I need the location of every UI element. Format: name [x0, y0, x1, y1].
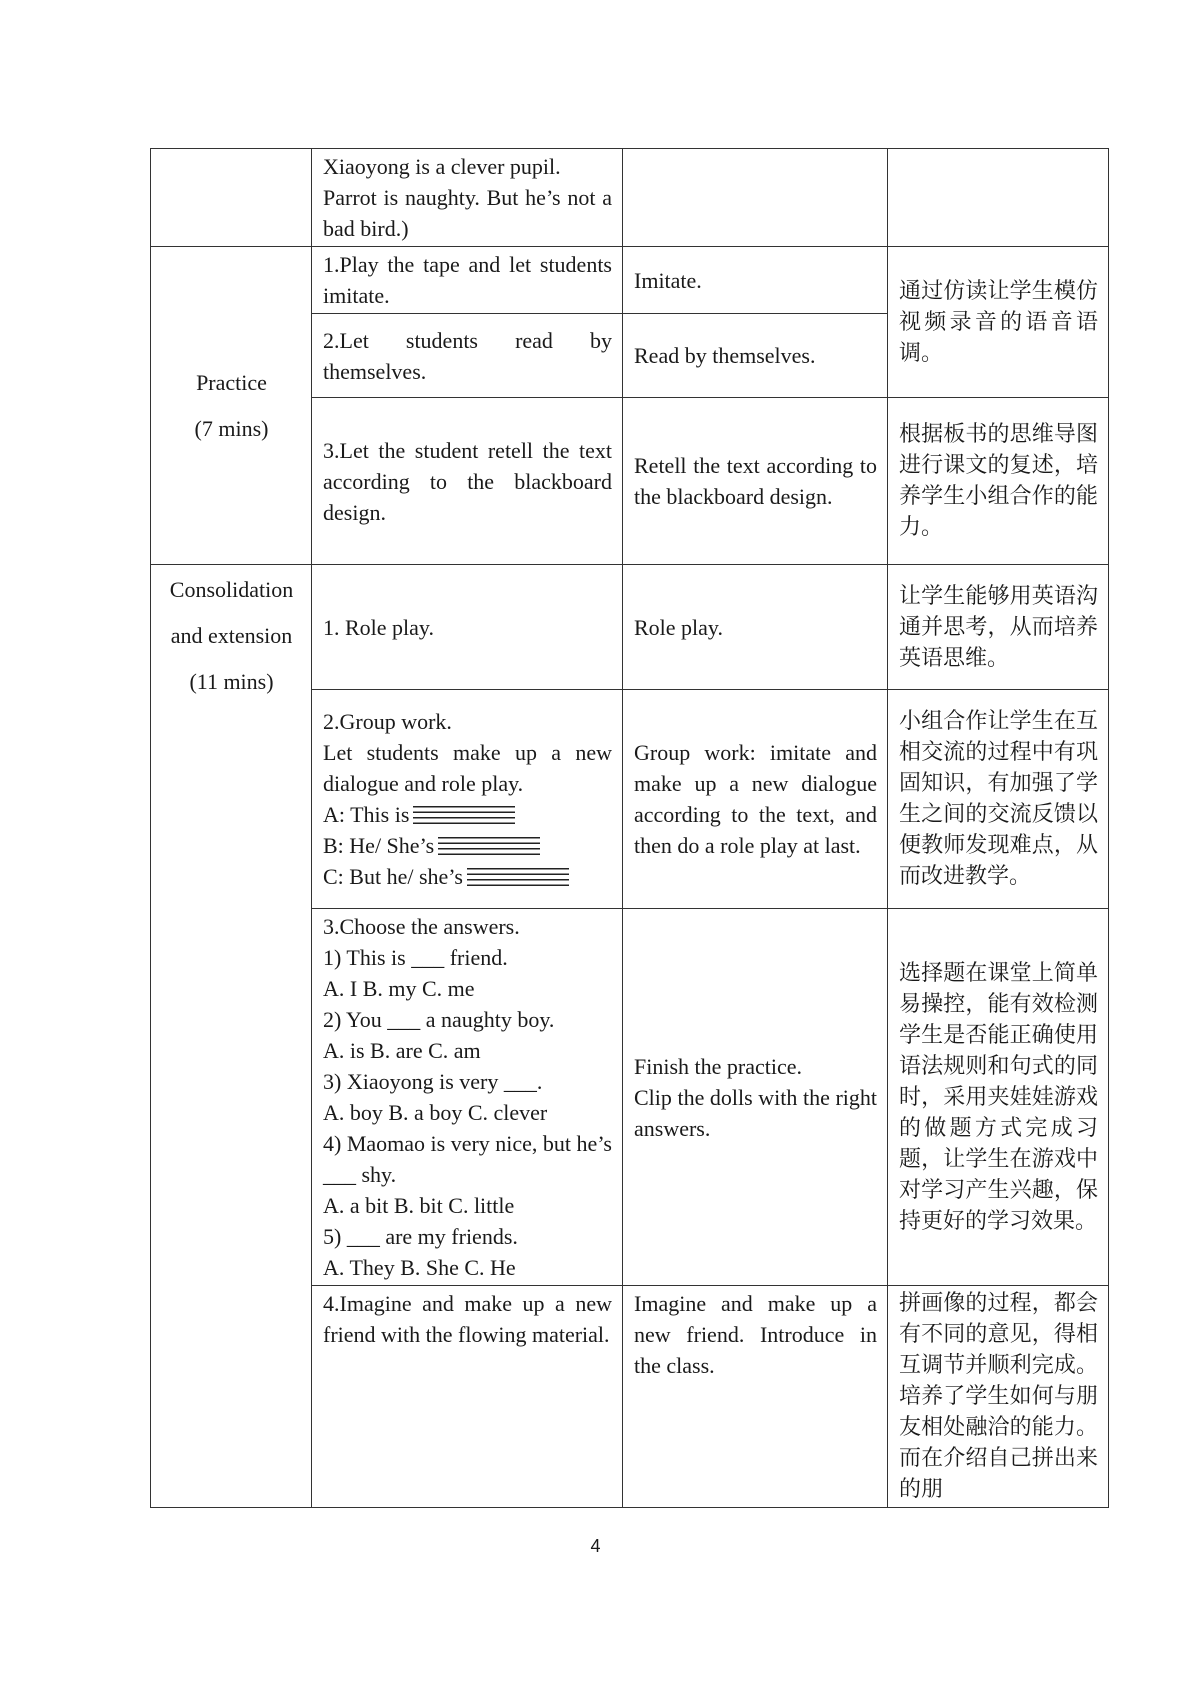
table-row-continued: [151, 149, 1109, 247]
student-activity-cell: Role play.: [623, 565, 888, 690]
stage-duration: (11 mins): [189, 669, 274, 694]
teacher-activity-cell: [312, 690, 623, 909]
table-row-practice-1: [151, 247, 1109, 314]
student-activity-cell: [623, 149, 888, 247]
student-activity-cell: Retell the text according to the blackboard design.: [623, 398, 888, 565]
purpose-cell: 拼画像的过程，都会有不同的意见，得相互调节并顺利完成。培养了学生如何与朋友相处融洽的能力。而在介绍自己拼出来的朋: [888, 1286, 1109, 1508]
student-activity-cell: Group work: imitate and make up a new dialogue according to the text, and then do a role play at last.: [623, 690, 888, 909]
teacher-activity-cell: 3.Let the student retell the text according to the blackboard design.: [312, 398, 623, 565]
student-activity-cell: [623, 909, 888, 1286]
teacher-activity-cell: [312, 909, 623, 1286]
options-text: A. boy B. a boy C. clever: [323, 1100, 548, 1125]
question-text: 2) You ___ a naughty boy.: [323, 1007, 555, 1032]
options-text: A. a bit B. bit C. little: [323, 1193, 515, 1218]
answer-blank: [413, 802, 515, 828]
stage-duration: (7 mins): [194, 415, 269, 441]
student-activity-cell: Imagine and make up a new friend. Introduce in the class.: [623, 1286, 888, 1508]
teacher-text: Xiaoyong is a clever pupil.: [323, 154, 561, 179]
stage-title: Practice: [196, 369, 267, 395]
options-text: A. is B. are C. am: [323, 1038, 481, 1063]
purpose-cell: 根据板书的思维导图进行课文的复述，培养学生小组合作的能力。: [888, 398, 1109, 565]
options-text: A. I B. my C. me: [323, 976, 475, 1001]
stage-title: Consolidation: [169, 577, 294, 602]
stage-cell-practice: [151, 247, 312, 565]
student-text: Clip the dolls with the right answers.: [634, 1084, 877, 1141]
teacher-activity-cell: 4.Imagine and make up a new friend with the flowing material.: [312, 1286, 623, 1508]
dialogue-line-b: B: He/ She’s: [323, 830, 612, 861]
lesson-plan-table: [150, 148, 1109, 1508]
question-text: 3) Xiaoyong is very ___.: [323, 1069, 543, 1094]
question-text: 5) ___ are my friends.: [323, 1224, 518, 1249]
teacher-text: 2.Group work.: [323, 709, 452, 734]
question-text: 3.Choose the answers.: [323, 914, 520, 939]
question-text: 4) Maomao is very nice, but he’s ___ shy.: [323, 1131, 612, 1187]
stage-cell-empty: [151, 149, 312, 247]
table-row-role-play: [151, 565, 1109, 690]
purpose-cell: 小组合作让学生在互相交流的过程中有巩固知识，有加强了学生之间的交流反馈以便教师发现难点，从而改进教学。: [888, 690, 1109, 909]
teacher-activity-cell: 1.Play the tape and let students imitate.: [312, 247, 623, 314]
stage-cell-consolidation: [151, 565, 312, 1508]
options-text: A. They B. She C. He: [323, 1255, 516, 1280]
student-activity-cell: Read by themselves.: [623, 314, 888, 398]
purpose-cell: 通过仿读让学生模仿视频录音的语音语调。: [888, 247, 1109, 398]
teacher-activity-cell: 2.Let students read by themselves.: [312, 314, 623, 398]
purpose-cell: 选择题在课堂上简单易操控，能有效检测学生是否能正确使用语法规则和句式的同时，采用夹娃娃游戏的做题方式完成习题，让学生在游戏中对学习产生兴趣，保持更好的学习效果。: [888, 909, 1109, 1286]
page-number: 4: [590, 1536, 601, 1556]
purpose-cell: 让学生能够用英语沟通并思考，从而培养英语思维。: [888, 565, 1109, 690]
dialogue-line-c: C: But he/ she’s: [323, 861, 612, 892]
answer-blank: [438, 833, 540, 859]
teacher-text: Let students make up a new dialogue and role play.: [323, 740, 612, 796]
student-activity-cell: Imitate.: [623, 247, 888, 314]
teacher-activity-cell: 1. Role play.: [312, 565, 623, 690]
question-text: 1) This is ___ friend.: [323, 945, 508, 970]
purpose-cell: [888, 149, 1109, 247]
teacher-text: Parrot is naughty. But he’s not a bad bird.): [323, 185, 612, 241]
student-text: Finish the practice.: [634, 1053, 803, 1079]
dialogue-line-a: A: This is: [323, 799, 612, 830]
teacher-activity-cell: [312, 149, 623, 247]
stage-title: and extension: [170, 623, 293, 648]
answer-blank: [467, 864, 569, 890]
